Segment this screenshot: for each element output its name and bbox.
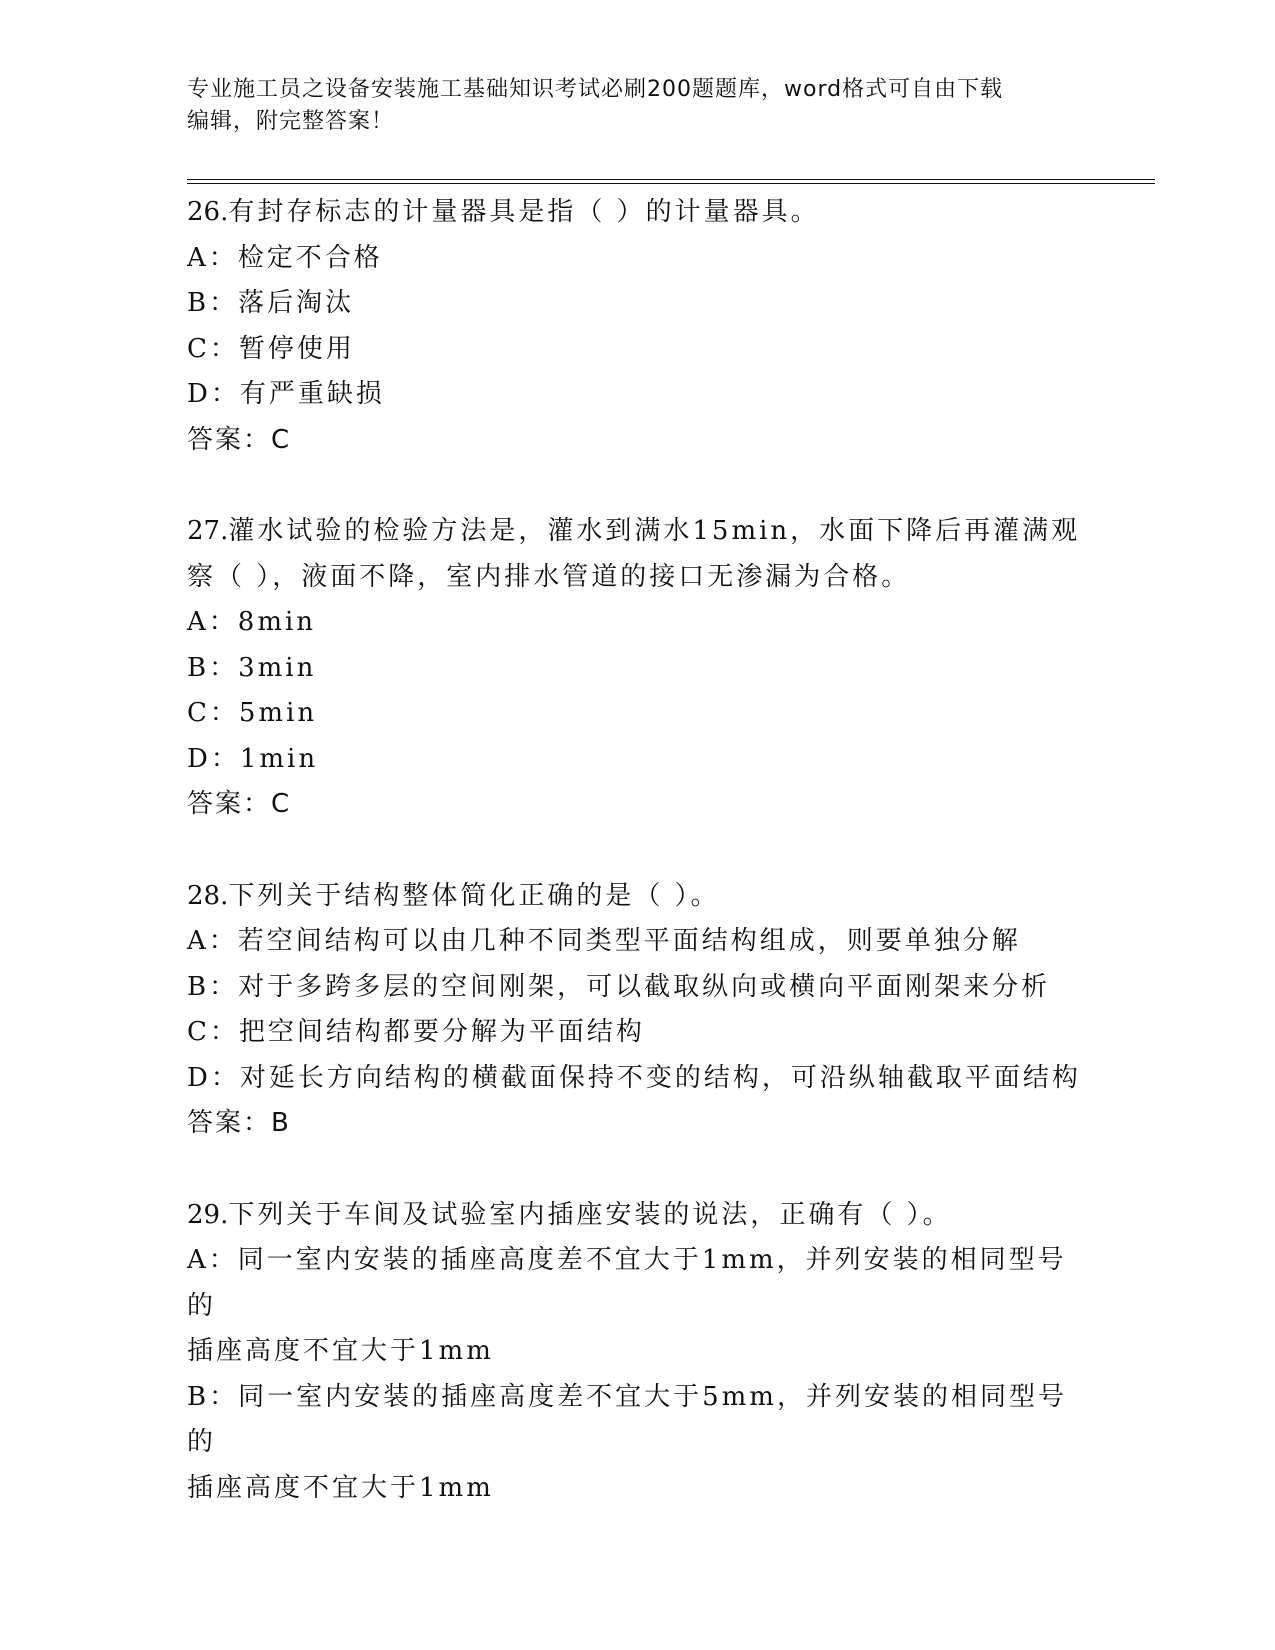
answer-option-line: D：1min	[187, 743, 319, 774]
question-item	[187, 1193, 1087, 1512]
answer-option-line: D：对延长方向结构的横截面保持不变的结构，可沿纵轴截取平面结构	[187, 1062, 1081, 1093]
answer-option-line: B：3min	[187, 652, 317, 683]
answer-option-line: 插座高度不宜大于1mm	[187, 1472, 494, 1503]
question-stem-line	[187, 555, 1087, 601]
header-line-1: 专业施工员之设备安装施工基础知识考试必刷200题题库，word格式可自由下载	[187, 77, 1004, 102]
question-stem-text: 下列关于车间及试验室内插座安装的说法，正确有（ ）。	[228, 1199, 952, 1230]
question-stem-text: 有封存标志的计量器具是指（ ）的计量器具。	[228, 197, 820, 227]
answer-option	[187, 600, 1087, 646]
answer-option-line: A：若空间结构可以由几种不同类型平面结构组成，则要单独分解	[187, 926, 1021, 956]
question-stem-line	[187, 190, 1087, 236]
answer-option-line: B：落后淘汰	[187, 288, 355, 318]
answer-option-line: C：暂停使用	[187, 333, 355, 364]
question-item	[187, 874, 1087, 1147]
question-number: 29.	[187, 1199, 229, 1230]
question-list	[187, 190, 1087, 1557]
answer-option-line: C：把空间结构都要分解为平面结构	[187, 1017, 645, 1047]
answer-key: 答案：C	[187, 789, 292, 819]
question-number: 27.	[187, 516, 229, 546]
answer-option	[187, 737, 1087, 783]
question-stem-line	[187, 1193, 1087, 1239]
question-number: 26.	[187, 197, 229, 227]
answer-option-line: B：对于多跨多层的空间刚架，可以截取纵向或横向平面刚架来分析	[187, 971, 1051, 1002]
question-number: 28.	[187, 880, 229, 911]
answer-option	[187, 691, 1087, 737]
answer-option	[187, 1010, 1087, 1056]
answer-option	[187, 1238, 1087, 1375]
header-line-2: 编辑，附完整答案！	[187, 109, 395, 134]
question-stem-line	[187, 509, 1087, 555]
question-stem-line	[187, 874, 1087, 920]
answer-option	[187, 1375, 1087, 1512]
question-stem-text: 灌水试验的检验方法是，灌水到满水15min，水面下降后再灌满观	[228, 516, 1081, 546]
answer-option	[187, 281, 1087, 327]
answer-option-line: A：检定不合格	[187, 242, 383, 273]
answer-option	[187, 236, 1087, 282]
answer-option-line: C：5min	[187, 698, 318, 728]
answer-option	[187, 327, 1087, 373]
answer-option-line: A：8min	[187, 607, 317, 637]
answer-option-line: 插座高度不宜大于1mm	[187, 1336, 494, 1366]
header-divider-bottom	[187, 183, 1155, 184]
answer-option	[187, 372, 1087, 418]
answer-key: 答案：B	[187, 1108, 291, 1138]
answer-option	[187, 646, 1087, 692]
question-item	[187, 190, 1087, 463]
answer-option-line: A：同一室内安装的插座高度差不宜大于1mm，并列安装的相同型号的	[187, 1245, 1067, 1321]
answer-option	[187, 1056, 1087, 1102]
answer-option-line: D：有严重缺损	[187, 379, 385, 409]
question-item	[187, 509, 1087, 828]
question-stem-text: 下列关于结构整体简化正确的是（ ）。	[228, 880, 720, 911]
header-divider-top	[187, 179, 1155, 180]
answer-option-line: B：同一室内安装的插座高度差不宜大于5mm，并列安装的相同型号的	[187, 1381, 1067, 1457]
answer-option	[187, 919, 1087, 965]
answer-option	[187, 965, 1087, 1011]
document-header	[187, 74, 1067, 138]
answer-key: 答案：C	[187, 424, 292, 455]
question-stem-text: 察（ ），液面不降，室内排水管道的接口无渗漏为合格。	[187, 561, 911, 592]
